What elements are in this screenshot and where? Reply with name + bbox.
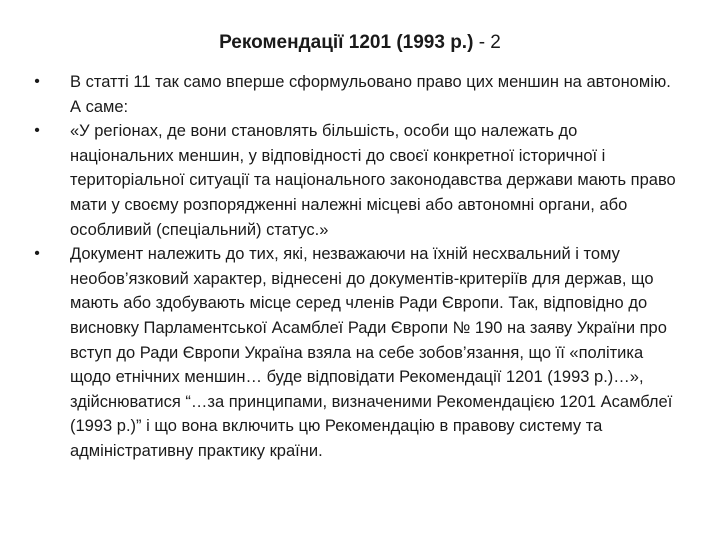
bullet-item [30,70,680,119]
bullet-text: Документ належить до тих, які, незважаючи на їхній несхвальний і тому необов’язковий характер, віднесені до документів-критеріїв для держав, що мають або здобувають місце серед членів Ради Європи. Так, відповідно до висновку Парламентської Асамблеї Ради Європи № 190 на заяву України про вступ до Ради Європи Україна взяла на себе зобов’язання, що її «політика щодо етнічних меншин… буде відповідати Рекомендації 1201 (1993 р.)…», здійснюватися “…за принципами, визначеними Рекомендацією 1201 Асамблеї (1993 р.)” і що вона включить цю Рекомендацію в правову систему та адміністративну практику країни. [70,245,673,460]
title-main: Рекомендації 1201 (1993 р.) [219,32,474,53]
bullet-item [30,119,680,242]
bullet-text: «У регіонах, де вони становлять більшість, особи що належать до національних меншин, у відповідності до своєї конкретної історичної і територіальної ситуації та національного законодавства держави мають право мати у своєму розпорядженні належні місцеві або автономні органи, або особливий (спеціальний) статус.» [70,122,676,239]
bullet-text: В статті 11 так само вперше сформульовано право цих меншин на автономію. А саме: [70,73,671,116]
slide-title [0,30,720,56]
bullet-marker: • [34,122,40,140]
title-suffix: - 2 [478,32,501,53]
bullet-item [30,242,680,463]
bullet-marker: • [34,73,40,90]
bullet-list [30,70,680,464]
bullet-marker: • [34,245,40,263]
